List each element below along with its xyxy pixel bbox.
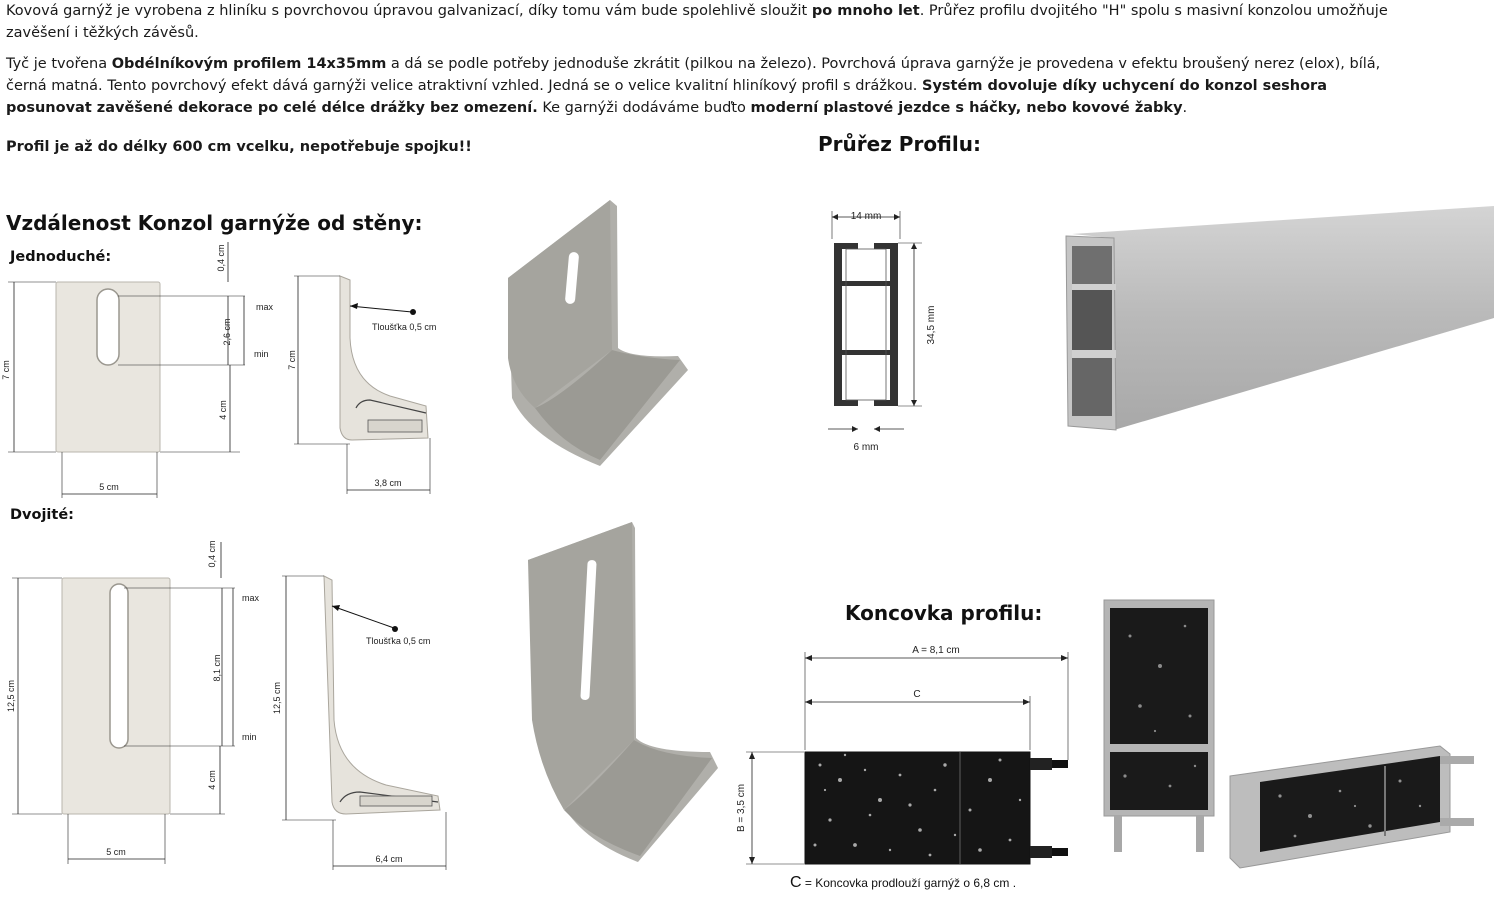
- svg-text:8,1 cm: [212, 654, 222, 681]
- single-bracket-front-diagram: [0, 240, 290, 500]
- double-max-label: max: [242, 593, 260, 603]
- svg-text:0,4 cm: [207, 540, 217, 567]
- double-min-label: min: [242, 732, 257, 742]
- single-top-gap-label: 0,4 cm: [216, 244, 226, 272]
- single-max-label: max: [256, 302, 274, 312]
- single-bottom-label: 4 cm: [218, 400, 228, 420]
- intro-paragraph-3: Profil je až do délky 600 cm vcelku, nepotřebuje spojku!!: [6, 139, 472, 155]
- endcap-diagram: [730, 640, 1075, 870]
- single-slot-label: 2,6 cm: [222, 318, 232, 346]
- single-width-label: 5 cm: [99, 482, 119, 492]
- koncovka-title: Koncovka profilu:: [845, 601, 1043, 625]
- endcap-body: [805, 752, 1030, 864]
- single-thickness-label: Tloušťka 0,5 cm: [372, 322, 437, 332]
- single-bracket-photo: [500, 198, 700, 468]
- svg-text:B = 3,5 cm: [736, 784, 747, 832]
- profile-slot-label: 6 mm: [853, 442, 879, 453]
- double-bottom-label: 4 cm: [207, 770, 217, 790]
- double-top-gap-label: 0,4 cm: [207, 540, 217, 568]
- endcap-a-label: A = 8,1 cm: [912, 645, 960, 656]
- svg-text:12,5 cm: [272, 682, 282, 714]
- jednoduche-label: Jednoduché:: [10, 249, 112, 265]
- intro-paragraph-2: Tyč je tvořena Obdélníkovým profilem 14x35mm a dá se podle potřeby jednoduše zkrátit (pilkou na železo). Povrchová úprava garnýže je provedena v efektu broušený nerez (elox), bílá, černá matná. Tento povrchový efekt dává garnýži velice atraktivní vzhled. Jedná se o velice kvalitní hliníkový profil s drážkou. Systém dovoluje díky uchycení do konzol seshora posunovat zavěšené dekorace po celé délce drážky bez omezení. Ke garnýži dodáváme buďto moderní plastové jezdce s háčky, nebo kovové žabky.: [6, 56, 1381, 116]
- svg-text:0,4 cm: [216, 244, 226, 271]
- double-bracket-photo: [520, 520, 720, 865]
- profile-cross-section-diagram: [818, 205, 948, 455]
- svg-text:34,5 mm: [926, 306, 937, 345]
- single-depth-label: 3,8 cm: [374, 478, 402, 488]
- intro-paragraph-1: Kovová garnýž je vyrobena z hliníku s povrchovou úpravou galvanizací, díky tomu vám bude spolehlivě sloužit po mnoho let. Průřez profilu dvojitého "H" spolu s masivní konzolou umožňuje zavěšení i těžkých závěsů.: [6, 3, 1388, 41]
- double-side-height-label: 12,5 cm: [272, 681, 282, 715]
- single-min-label: min: [254, 349, 269, 359]
- double-bracket-side-shape: [324, 576, 440, 814]
- konzoly-title: Vzdálenost Konzol garnýže od stěny:: [6, 211, 423, 235]
- endcap-b-label: B = 3,5 cm: [736, 783, 747, 833]
- profile-width-label: 14 mm: [850, 211, 882, 222]
- dvojite-label: Dvojité:: [10, 507, 74, 523]
- svg-text:2,6 cm: [222, 318, 232, 345]
- single-bracket-side-diagram: [287, 268, 460, 498]
- double-slot-label: 8,1 cm: [212, 654, 222, 682]
- double-depth-label: 6,4 cm: [375, 854, 403, 864]
- double-bracket-front-diagram: [0, 538, 290, 868]
- profile-height-label: 34,5 mm: [926, 305, 937, 345]
- svg-text:4 cm: [218, 400, 228, 420]
- single-bracket-slot: [97, 289, 119, 365]
- profile-photo: [1062, 198, 1496, 438]
- svg-text:12,5 cm: [6, 680, 16, 712]
- single-side-height-label: 7 cm: [287, 350, 297, 370]
- svg-text:7 cm: [1, 360, 11, 380]
- single-bracket-side-shape: [340, 276, 428, 440]
- svg-text:4 cm: [207, 770, 217, 790]
- prurez-title: Průřez Profilu:: [818, 132, 981, 156]
- double-height-label: 12,5 cm: [6, 679, 16, 713]
- double-bracket-side-diagram: [272, 570, 456, 875]
- endcap-caption: C = Koncovka prodlouží garnýž o 6,8 cm .: [790, 874, 1017, 891]
- endcap-photo: [1100, 596, 1496, 916]
- single-height-label: 7 cm: [1, 360, 11, 380]
- double-thickness-label: Tloušťka 0,5 cm: [366, 636, 431, 646]
- double-width-label: 5 cm: [106, 847, 126, 857]
- svg-text:7 cm: [287, 350, 297, 370]
- double-bracket-slot: [110, 584, 128, 748]
- endcap-c-label: C: [913, 689, 921, 700]
